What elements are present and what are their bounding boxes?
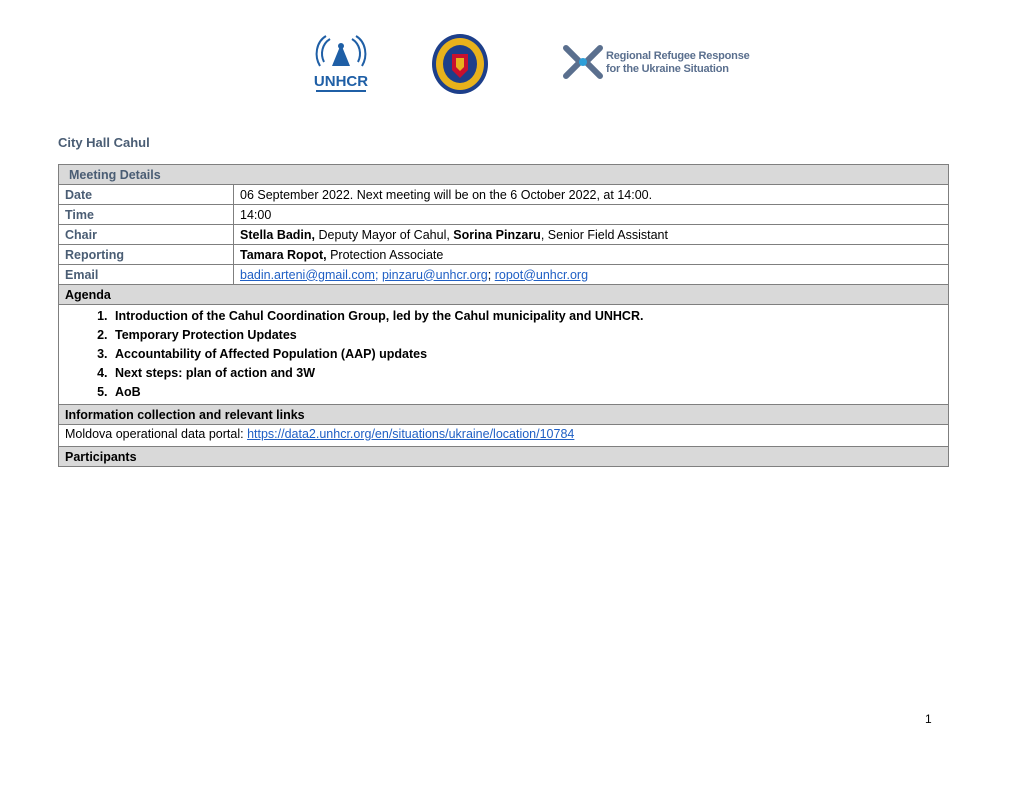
meeting-table — [58, 164, 949, 467]
moldova-seal-icon — [430, 32, 490, 96]
time-value: 14:00 — [234, 205, 949, 225]
table-row — [59, 245, 949, 265]
email-value — [234, 265, 949, 285]
agenda-item: 2. Temporary Protection Updates — [111, 326, 948, 345]
email-link-1[interactable]: badin.arteni@gmail.com; — [240, 267, 379, 282]
agenda-header: Agenda — [59, 285, 949, 305]
email-link-2[interactable]: pinzaru@unhcr.org — [381, 267, 488, 282]
email-separator: ; — [487, 267, 492, 282]
agenda-list-cell — [59, 305, 949, 405]
email-link-3[interactable]: ropot@unhcr.org — [494, 267, 589, 282]
reporting-value — [234, 245, 949, 265]
date-value: 06 September 2022. Next meeting will be on the 6 October 2022, at 14:00. — [234, 185, 949, 205]
participants-header: Participants — [59, 447, 949, 467]
chair-name-1: Stella Badin, — [240, 227, 316, 242]
chair-value — [234, 225, 949, 245]
data-portal-link[interactable]: https://data2.unhcr.org/en/situations/ukraine/location/10784 — [247, 427, 575, 441]
page-title: City Hall Cahul — [58, 135, 150, 150]
agenda-item: 1. Introduction of the Cahul Coordination Group, led by the Cahul municipality and UNHCR. — [111, 307, 948, 326]
chair-label: Chair — [59, 225, 234, 245]
rrr-line1: Regional Refugee Response — [606, 50, 750, 62]
unhcr-logo — [310, 32, 372, 98]
reporting-name: Tamara Ropot, — [240, 247, 327, 262]
table-row — [59, 225, 949, 245]
agenda-item: 4. Next steps: plan of action and 3W — [111, 364, 948, 383]
chair-role-1: Deputy Mayor of Cahul, — [315, 227, 454, 242]
regional-refugee-response-logo — [562, 42, 762, 86]
info-links-cell — [59, 425, 949, 447]
rrr-logo-text — [606, 50, 750, 76]
time-label: Time — [59, 205, 234, 225]
table-row — [59, 205, 949, 225]
agenda-list — [59, 305, 948, 404]
meeting-details-header: Meeting Details — [59, 165, 949, 185]
date-label: Date — [59, 185, 234, 205]
agenda-item: 3. Accountability of Affected Population (AAP) updates — [111, 345, 948, 364]
chair-role-2: , Senior Field Assistant — [540, 227, 668, 242]
rrr-line2: for the Ukraine Situation — [606, 63, 729, 75]
email-label: Email — [59, 265, 234, 285]
page-number: 1 — [925, 712, 932, 726]
info-links-header: Information collection and relevant links — [59, 405, 949, 425]
reporting-label: Reporting — [59, 245, 234, 265]
portal-label: Moldova operational data portal: — [65, 427, 248, 441]
agenda-item: 5. AoB — [111, 383, 948, 402]
logo-bar — [0, 30, 1024, 100]
reporting-role: Protection Associate — [326, 247, 444, 262]
table-row — [59, 265, 949, 285]
chair-name-2: Sorina Pinzaru — [453, 227, 541, 242]
svg-text:UNHCR: UNHCR — [313, 73, 369, 90]
table-row — [59, 185, 949, 205]
